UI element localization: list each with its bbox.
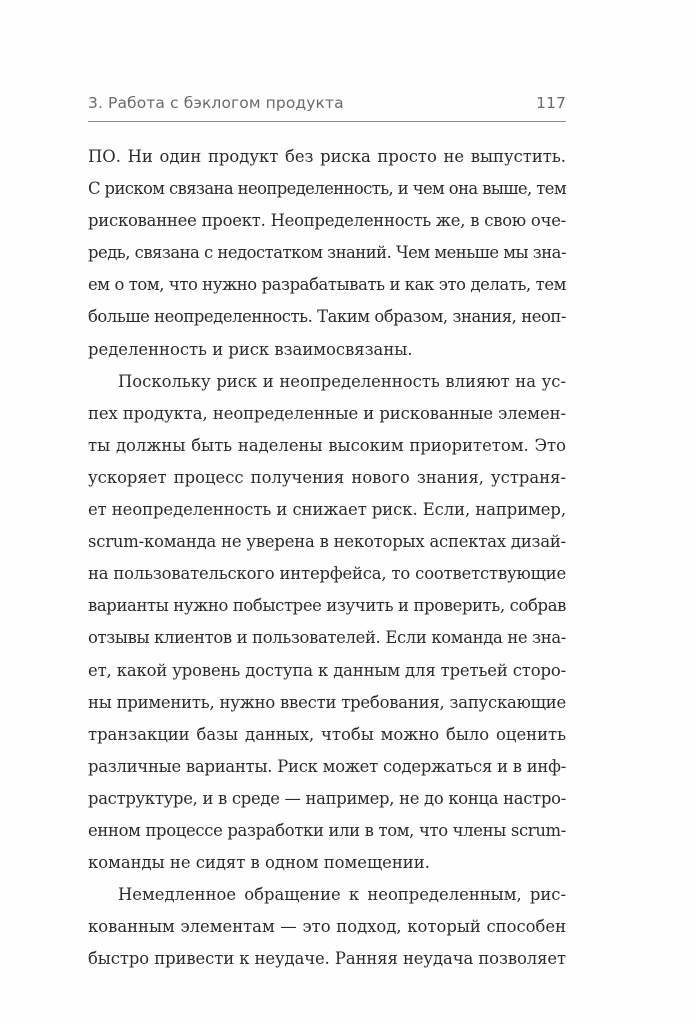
text-line: пех продукта, неопределенные и рискованные элемен- [88, 403, 566, 423]
text-line: транзакции базы данных, чтобы можно было оценить [88, 724, 566, 744]
running-head [88, 94, 566, 116]
text-line: ускоряет процесс получения нового знания, устраня- [88, 467, 566, 487]
chapter-title: 3. Работа с бэклогом продукта [88, 94, 344, 112]
text-line: быстро привести к неудаче. Ранняя неудача позволяет [88, 949, 566, 969]
text-line: больше неопределенность. Таким образом, знания, неоп- [88, 307, 566, 327]
text-line: раструктуре, и в среде — например, не до конца настро- [88, 788, 566, 808]
text-line: енном процессе разработки или в том, что члены scrum- [88, 820, 566, 840]
text-line: ны применить, нужно ввести требования, запускающие [88, 692, 566, 712]
header-rule [88, 121, 566, 122]
text-line: ределенность и риск взаимосвязаны. [88, 339, 413, 359]
text-line: ет неопределенность и снижает риск. Если, например, [88, 500, 566, 520]
text-line: Немедленное обращение к неопределенным, рис- [118, 885, 566, 905]
text-line: команды не сидят в одном помещении. [88, 853, 430, 873]
text-line: ПО. Ни один продукт без риска просто не выпустить. [88, 147, 566, 166]
text-line: отзывы клиентов и пользователей. Если команда не зна- [88, 628, 566, 648]
text-line: на пользовательского интерфейса, то соответствующие [88, 564, 566, 584]
text-line: варианты нужно побыстрее изучить и проверить, собрав [88, 596, 566, 616]
text-line: рискованнее проект. Неопределенность же, в свою оче- [88, 211, 566, 231]
text-line: ет, какой уровень доступа к данным для третьей сторо- [88, 660, 566, 680]
body-text [88, 141, 566, 975]
page-number: 117 [536, 94, 566, 112]
text-line: редь, связана с недостатком знаний. Чем меньше мы зна- [88, 243, 566, 263]
text-line: кованным элементам — это подход, который способен [88, 917, 566, 937]
text-line: С риском связана неопределенность, и чем она выше, тем [88, 179, 566, 199]
text-line: ты должны быть наделены высоким приоритетом. Это [88, 435, 566, 455]
text-line: ем о том, что нужно разрабатывать и как это делать, тем [88, 275, 566, 295]
text-line: Поскольку риск и неопределенность влияют на ус- [118, 371, 566, 391]
text-line: scrum-команда не уверена в некоторых аспектах дизай- [88, 532, 566, 552]
text-line: различные варианты. Риск может содержаться и в инф- [88, 756, 566, 776]
